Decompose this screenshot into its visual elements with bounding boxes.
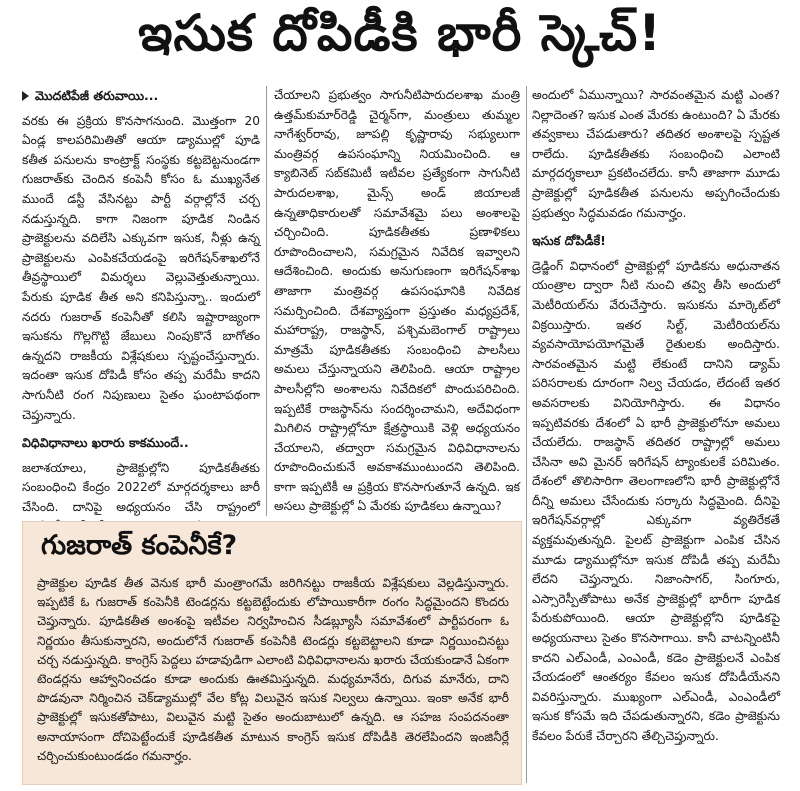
continuation-marker (22, 86, 260, 106)
column-2 (274, 86, 520, 517)
col2-paragraph-1: చేయాలని ప్రభుత్వం సాగునీటిపారుదలశాఖ మంత్రి ఉత్తమ్‌కుమార్‌రెడ్డి చైర్మన్‌గా, మంత్రులు తుమ్మల నాగేశ్వర్‌రావు, జూపల్లి కృష్ణారావు సభ్యులుగా మంత్రివర్గ ఉపసంఘాన్ని నియమించింది. ఆ క్యాబినెట్ సబ్‌కమిటీ ఇటీవల ప్రత్యేకంగా సాగునీటి పారుదలశాఖ, మైన్స్ అండ్ జియాలజీ ఉన్నతాధికారులతో సమావేశమై పలు అంశాలపై చర్చించింది. పూడికతీతకు ప్రణాళికలు రూపొందించాలని, సమగ్రమైన నివేదిక ఇవ్వాలని ఆదేశించింది. అందుకు అనుగుణంగా ఇరిగేషన్‌శాఖ తాజాగా మంత్రివర్గ ఉపసంఘానికి నివేదిక సమర్పించింది. దేశవ్యాప్తంగా ప్రస్తుతం మధ్యప్రదేశ్, మహారాష్ట్ర, రాజస్థాన్, పశ్చిమబెంగాల్ రాష్ట్రాలు మాత్రమే పూడికతీతకు సంబంధించి పాలసీలు అమలు చేస్తున్నాయని తెలిపింది. ఆయా రాష్ట్రాల పాలసీల్లోని అంశాలను నివేదికలో పొందుపరిచింది. ఇప్పటికే రాజస్థాన్‌ను సందర్శించామని, అదేవిధంగా మిగిలిన రాష్ట్రాల్లోనూ క్షేత్రస్థాయికి వెళ్లి అధ్యయనం చేయాలని, తద్వారా సమగ్రమైన విధివిధానాలను రూపొందించుకునే అవకాశముంటుందని తెలిపింది. కాగా ఇప్పటికీ ఆ ప్రక్రియ కొనసాగుతూనే ఉన్నది. ఇక అసలు ప్రాజెక్టుల్లో ఏ మేరకు పూడికలు ఉన్నాయి? (274, 88, 520, 514)
col3-paragraph-2: డ్రెడ్జింగ్ విధానంలో ప్రాజెక్టుల్లో పూడికను అధునాతన యంత్రాల ద్వారా నీటి నుంచి తవ్వి తీసి అందులో మెటీరియల్‌ను వేరుచేస్తారు. ఇసుకను మార్కెట్‌లో విక్రయిస్తారు. ఇతర సిల్ట్, మెటీరియల్‌ను వ్యవసాయోపయోగమైతే రైతులకు అందిస్తారు. సారవంతమైన మట్టి లేకుంటే దానిని డ్యామ్ పరిసరాలకు దూరంగా నిల్వ చేయడం, లేదంటే ఇతర అవసరాలకు వినియోగిస్తారు. ఈ విధానం ఇప్పటివరకు దేశంలో ఏ భారీ ప్రాజెక్టులోనూ అమలు చేయలేదు. రాజస్థాన్ తదితర రాష్ట్రాల్లో అమలు చేసినా అవి మైనర్ ఇరిగేషన్ ట్యాంకులకే పరిమితం. దేశంలో తొలిసారిగా తెలంగాణలోని భారీ ప్రాజెక్టుల్లోనే దీన్ని అమలు చేసేందుకు సర్కారు సిద్ధమైంది. దీనిపై ఇరిగేషన్‌వర్గాల్లో ఎక్కువగా వ్యతిరేకతే వ్యక్తమవుతున్నది. పైలట్ ప్రాజెక్టుగా ఎంపిక చేసిన మూడు డ్యాముల్లోనూ ఇసుక దోపిడీ తప్ప మరేమీ లేదని చెప్తున్నారు. నిజాంసాగర్, సింగూరు, ఎస్సారెస్పీతోపాటు అనేక ప్రాజెక్టుల్లో భారీగా పూడిక పేరుకుపోయింది. ఆయా ప్రాజెక్టుల్లోని పూడికపై అధ్యయనాలు సైతం కొనసాగాయి. కానీ వాటన్నింటినీ కాదని ఎల్‌ఎండీ, ఎంఎండీ, కడెం ప్రాజెక్టులనే ఎంపిక చేయడంలో ఆంతర్యం కేవలం ఇసుక దోపిడీయేనని వివరిస్తున్నారు. ముఖ్యంగా ఎల్‌ఎండీ, ఎంఎండీలో ఇసుక కోసమే ఇది చేపడుతున్నారని, కడెం ప్రాజెక్టును కేవలం పేరుకే చేర్చారని తేల్చిచెప్తున్నారు. (532, 258, 780, 743)
col1-paragraph-1: వరకు ఈ ప్రక్రియ కొనసాగనుంది. మొత్తంగా 20 ఏండ్ల కాలపరిమితితో ఆయా డ్యాముల్లో పూడి కతీత పనులను కాంట్రాక్ట్ సంస్థకు కట్టబెట్టనుండగా గుజరాత్‌కు చెందిన కంపెనీ కోసం ఓ ముఖ్యనేత ముందే డస్టీ వేసినట్టు పార్టీ వర్గాల్లోనే చర్చ నడుస్తున్నది. కాగా నిజంగా పూడిక నిండిన ప్రాజెక్టులను వదిలేసి ఎక్కువగా ఇసుక, నీళ్లు ఉన్న ప్రాజెక్టులను ఎంపికచేయడంపై ఇరిగేషన్‌శాఖలోనే తీవ్రస్థాయిలో విమర్శలు వెల్లువెత్తుతున్నాయి. పేరుకు పూడిక తీత అని కనిపిస్తున్నా.. ఇందులో నదరు గుజరాత్ కంపెనీతో కలిసి ఇష్టారాజ్యంగా ఇసుకను గొల్లగొట్టి జేబులు నింపుకొనే బాగోతం ఉన్నదని రాజకీయ విశ్లేషకులు స్పష్టంచేస్తున్నారు. ఇదంతా ఇసుక దోపిడీ కోసం తప్ప మరేమీ కాదని సాగునీటి రంగ నిపుణులు సైతం ఘంటాపథంగా చెప్తున్నారు. (22, 113, 260, 422)
subheading-guidelines: విధివిధానాలు ఖరారు కాకముందే.. (22, 435, 189, 451)
sidebar-story-text: ప్రాజెక్టుల పూడిక తీత వెనుక భారీ మంత్రాంగమే జరిగినట్టు రాజకీయ విశ్లేషకులు వెల్లడిస్తున్నారు. ఇప్పటికే ఓ గుజరాత్ కంపెనీకి టెండర్లను కట్టబెట్టేందుకు లోపాయికారీగా రంగం సిద్ధమైందని కొందరు చెప్తున్నారు. పూడికతీత అంశంపై ఇటీవల నిర్వహించిన సీడబ్ల్యూసీ సమావేశంలో పార్టీపరంగా ఓ నిర్ణయం తీసుకున్నారని, అందులోనే గుజరాత్ కంపెనీకి టెండర్లు కట్టబెట్టాలని కూడా నిర్ణయించినట్టు చర్చ నడుస్తున్నది. కాంగ్రెస్ పెద్దలు హడావుడిగా ఎలాంటి విధివిధానాలను ఖరారు చేయకుండానే ఏకంగా టెండర్లను ఆహ్వానించడం కూడా అందుకు ఊతమిస్తున్నది. మధ్యమానేరు, దిగువ మానేరు, దాని పొడవునా నిర్మించిన చెక్‌డ్యాముల్లో వేల కోట్ల విలువైన ఇసుక నిల్వలు ఉన్నాయి. ఇంకా అనేక భారీ ప్రాజెక్టుల్లో ఇసుకతోపాటు, విలువైన మట్టి సైతం అందుబాటులో ఉన్నది. ఆ సహజ సంపదనంతా అనాయాసంగా దోచిపెట్టేందుకే పూడికతీత మాటున కాంగ్రెస్ ఇసుక దోపిడీకి తెరలేపిందని ఇంజినీర్లే చర్చించుకుంటుండడం గమనార్హం. (37, 576, 509, 763)
column-1 (22, 86, 260, 537)
column-divider-1 (266, 86, 267, 516)
col1-paragraph-2: జలాశయాలు, ప్రాజెక్టుల్లోని పూడికతీతకు సంబంధించి కేంద్రం 2022లో మార్గదర్శకాలు జారీ చేసింది. దానిపై అధ్యయనం చేసి రాష్ట్రంలో (22, 460, 260, 514)
subheading-sand-loot: ఇసుక దోపిడీకే! (532, 233, 606, 249)
headline: ఇసుక దోపిడీకి భారీ స్కెచ్‌! (138, 3, 662, 62)
triangle-arrow-icon (22, 91, 29, 101)
continuation-label: మొదటిపేజీ తరువాయి... (35, 88, 159, 103)
column-3 (532, 86, 780, 747)
column-divider-2 (526, 86, 527, 783)
sidebar-story-title: గుజరాత్ కంపెనీకే? (41, 530, 238, 561)
col3-paragraph-1: అందులో ఏమున్నాయి? సారవంతమైన మట్టి ఎంత? నిల్లాదెంత? ఇసుక ఎంత మేరకు ఉంటుంది? ఏ మేరకు తవ్వకాలు చేపడుతారు? తదితర అంశాలపై స్పష్టత రాలేదు. పూడికతీతకు సంబంధించి ఎలాంటి మార్గదర్శకాలూ ప్రకటించలేదు. కానీ తాజాగా మూడు ప్రాజెక్టుల్లో పూడికతీత పనులను అప్పగించేందుకు ప్రభుత్వం సిద్ధమవడం గమనార్హం. (532, 88, 781, 220)
sidebar-story-box (22, 521, 522, 785)
